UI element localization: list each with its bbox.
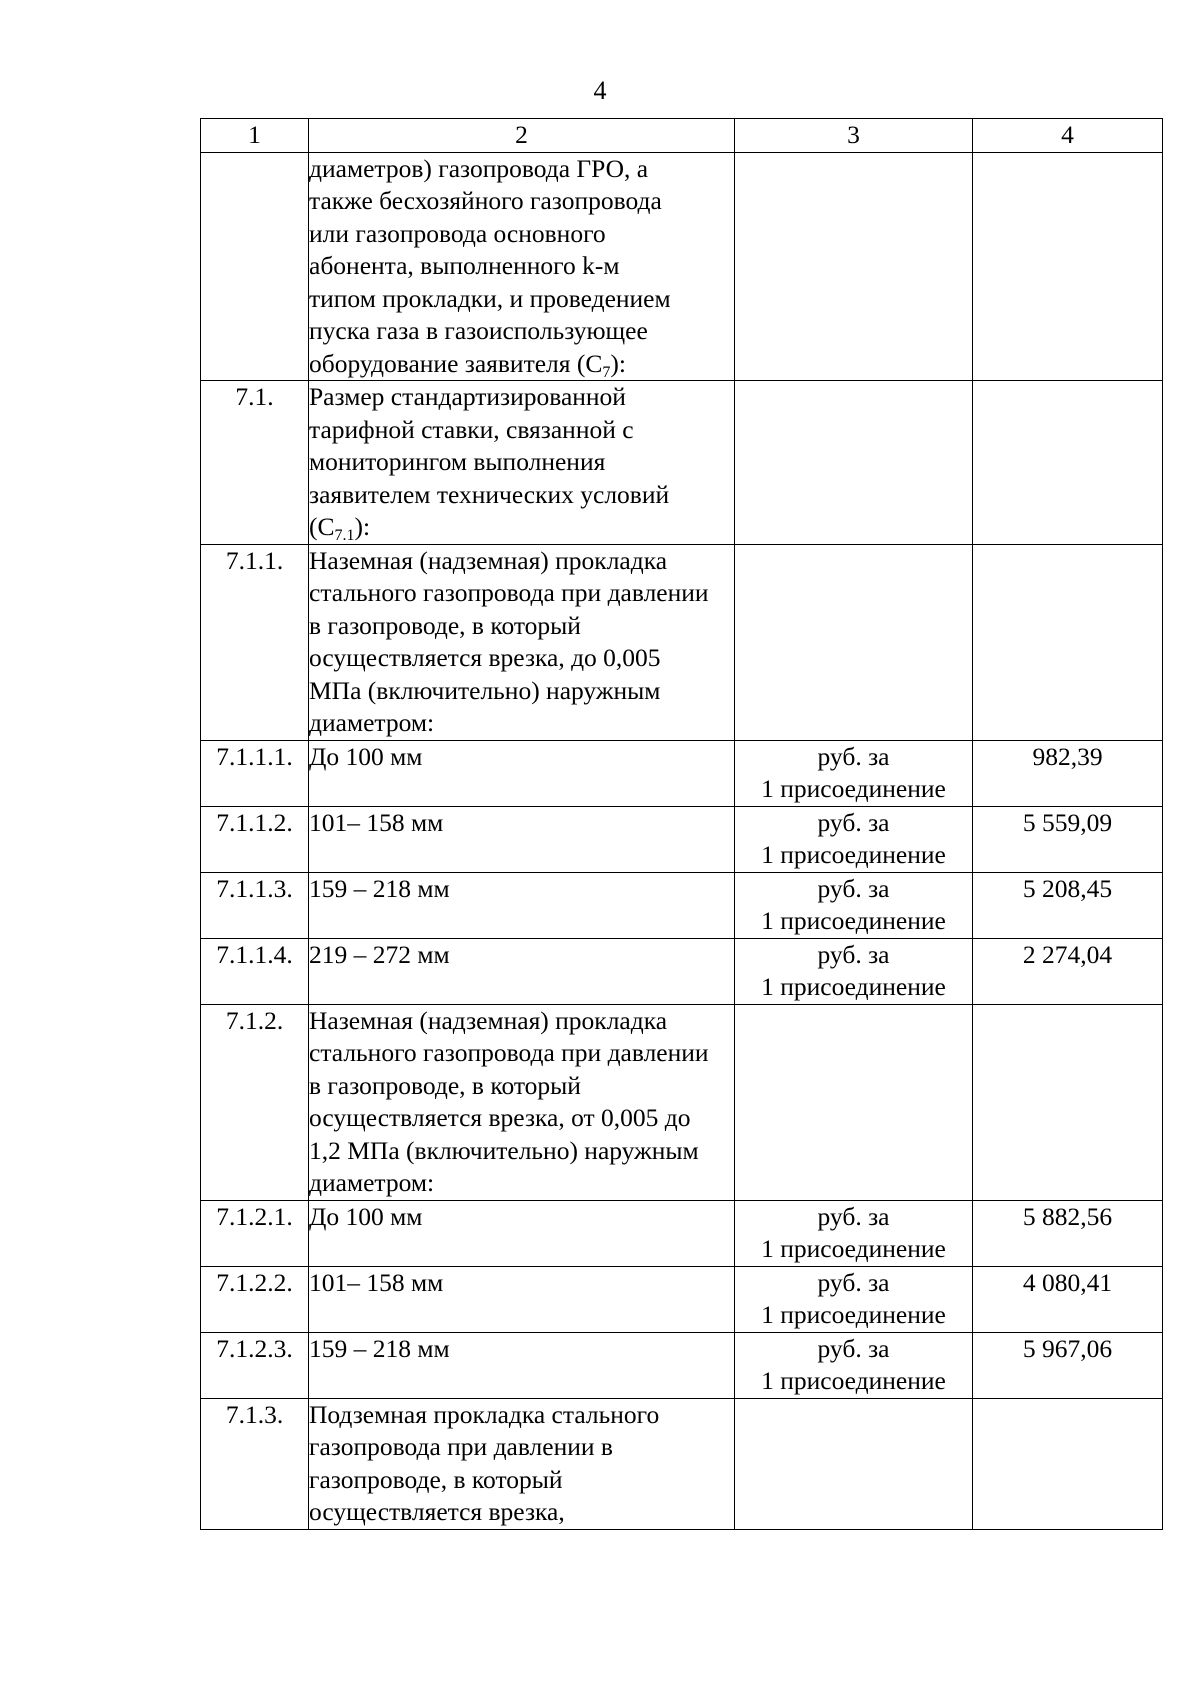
row-value (973, 152, 1163, 381)
table-row (201, 806, 1163, 872)
row-description: диаметров) газопровода ГРО, а также бесхозяйного газопровода или газопровода основного абонента, выполненного k-м типом прокладки, и проведением пуска газа в газоиспользующее оборудование заявителя $(С_7)$: (309, 152, 735, 381)
row-value (973, 1398, 1163, 1529)
row-value: 5 967,06 (973, 1332, 1163, 1398)
row-unit (735, 152, 973, 381)
row-unit: руб. за 1 присоединение (735, 938, 973, 1004)
row-number: 7.1.2. (201, 1004, 309, 1200)
row-unit (735, 1004, 973, 1200)
table-row (201, 1200, 1163, 1266)
row-unit: руб. за 1 присоединение (735, 1332, 973, 1398)
tariff-table (200, 118, 1163, 1530)
header-col-4: 4 (973, 119, 1163, 153)
table-row (201, 938, 1163, 1004)
row-number: 7.1. (201, 381, 309, 545)
row-unit (735, 1398, 973, 1529)
row-unit: руб. за 1 присоединение (735, 740, 973, 806)
row-number: 7.1.1.1. (201, 740, 309, 806)
header-col-3: 3 (735, 119, 973, 153)
header-col-1: 1 (201, 119, 309, 153)
row-description: До 100 мм (309, 1200, 735, 1266)
row-number: 7.1.2.1. (201, 1200, 309, 1266)
row-value: 5 208,45 (973, 872, 1163, 938)
table-row (201, 544, 1163, 740)
row-unit: руб. за 1 присоединение (735, 806, 973, 872)
row-number: 7.1.1. (201, 544, 309, 740)
row-value: 5 882,56 (973, 1200, 1163, 1266)
row-description: 159 – 218 мм (309, 1332, 735, 1398)
table-row (201, 1266, 1163, 1332)
row-description: Наземная (надземная) прокладка стального газопровода при давлении в газопроводе, в который осуществляется врезка, от 0,005 до 1,2 МПа (включительно) наружным диаметром: (309, 1004, 735, 1200)
row-description: До 100 мм (309, 740, 735, 806)
row-description: Наземная (надземная) прокладка стального газопровода при давлении в газопроводе, в который осуществляется врезка, до 0,005 МПа (включительно) наружным диаметром: (309, 544, 735, 740)
row-unit: руб. за 1 присоединение (735, 872, 973, 938)
row-description: Подземная прокладка стального газопровода при давлении в газопроводе, в который осуществляется врезка, (309, 1398, 735, 1529)
row-unit: руб. за 1 присоединение (735, 1200, 973, 1266)
table-row (201, 1398, 1163, 1529)
row-description: 219 – 272 мм (309, 938, 735, 1004)
row-description: Размер стандартизированной тарифной ставки, связанной с мониторингом выполнения заявителем технических условий $(С_{7.1})$: (309, 381, 735, 545)
row-unit (735, 544, 973, 740)
row-number: 7.1.1.4. (201, 938, 309, 1004)
table-row (201, 740, 1163, 806)
table-header-row (201, 119, 1163, 153)
row-value (973, 1004, 1163, 1200)
table-row (201, 1004, 1163, 1200)
table-row (201, 381, 1163, 545)
row-number: 7.1.1.2. (201, 806, 309, 872)
row-value: 5 559,09 (973, 806, 1163, 872)
row-description: 101– 158 мм (309, 1266, 735, 1332)
row-description: 159 – 218 мм (309, 872, 735, 938)
table-row (201, 152, 1163, 381)
row-number: 7.1.2.3. (201, 1332, 309, 1398)
row-value: 4 080,41 (973, 1266, 1163, 1332)
row-description: 101– 158 мм (309, 806, 735, 872)
row-unit (735, 381, 973, 545)
row-number: 7.1.2.2. (201, 1266, 309, 1332)
row-number: 7.1.1.3. (201, 872, 309, 938)
row-value: 982,39 (973, 740, 1163, 806)
row-number (201, 152, 309, 381)
row-value (973, 381, 1163, 545)
row-number: 7.1.3. (201, 1398, 309, 1529)
row-unit: руб. за 1 присоединение (735, 1266, 973, 1332)
header-col-2: 2 (309, 119, 735, 153)
row-value (973, 544, 1163, 740)
row-value: 2 274,04 (973, 938, 1163, 1004)
page-number: 4 (593, 76, 607, 105)
table-row (201, 872, 1163, 938)
table-row (201, 1332, 1163, 1398)
